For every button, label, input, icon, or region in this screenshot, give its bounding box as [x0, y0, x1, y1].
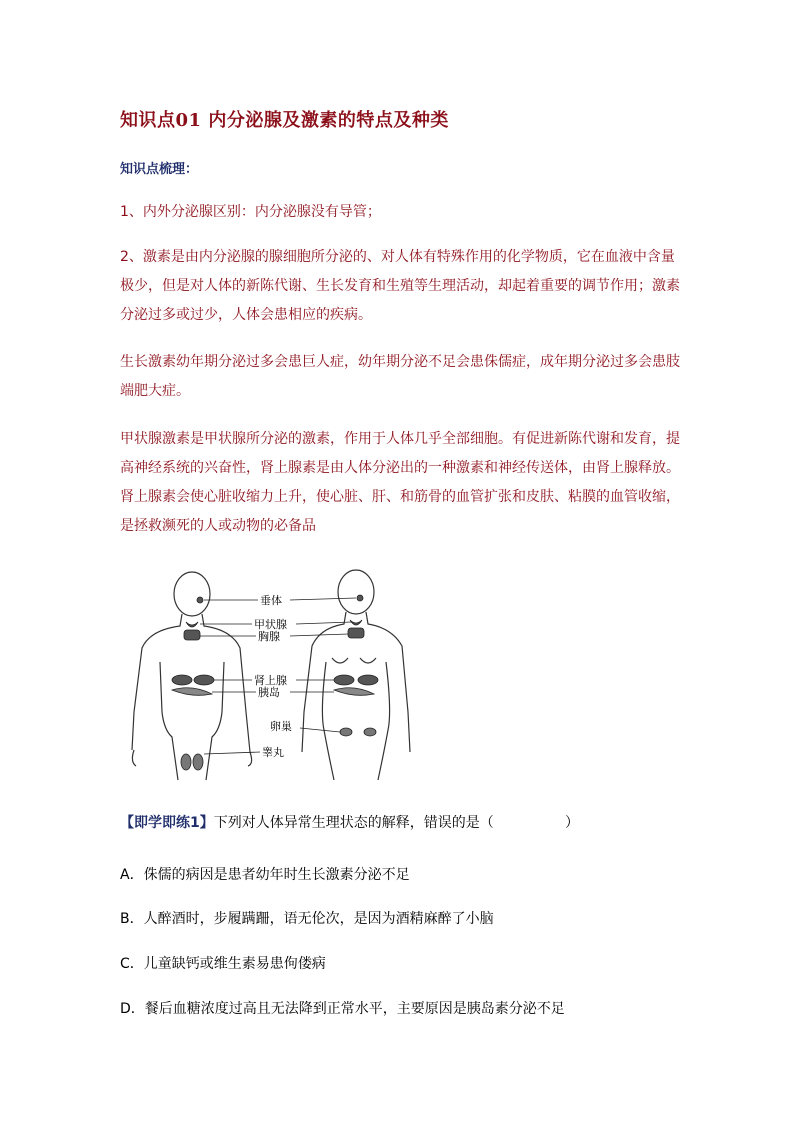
- label-pituitary: 垂体: [260, 594, 282, 607]
- label-pancreas: 胰岛: [258, 686, 280, 699]
- exercise-question-text: 下列对人体异常生理状态的解释，错误的是（ ）: [213, 815, 579, 831]
- label-adrenal: 肾上腺: [254, 674, 287, 687]
- section-title: 知识点01 内分泌腺及激素的特点及种类: [120, 110, 449, 131]
- option-d: D．餐后血糖浓度过高且无法降到正常水平，主要原因是胰岛素分泌不足: [120, 1001, 565, 1017]
- label-testis: 睾丸: [262, 746, 284, 759]
- female-body-outline: [302, 570, 410, 780]
- paragraph-gland-difference: 1、内外分泌腺区别：内分泌腺没有导管；: [120, 204, 381, 220]
- endocrine-glands-figure: [120, 562, 420, 782]
- exercise-tag: 【即学即练1】: [120, 815, 214, 831]
- label-thyroid: 甲状腺: [254, 618, 287, 631]
- paragraph-growth-hormone: 生长激素幼年期分泌过多会患巨人症，幼年期分泌不足会患侏儒症，成年期分泌过多会患肢端肥大症。: [120, 354, 680, 399]
- male-body-outline: [132, 572, 252, 780]
- paragraph-thyroid-adrenaline: 甲状腺激素是甲状腺所分泌的激素，作用于人体几乎全部细胞。有促进新陈代谢和发育，提高神经系统的兴奋性，肾上腺素是由人体分泌出的一种激素和神经传送体，由肾上腺释放。肾上腺素会使心脏收缩力上升，使心脏、肝、和筋骨的血管扩张和皮肤、粘膜的血管收缩，是拯救濒死的人或动物的必备品: [120, 431, 680, 534]
- male-glands: [172, 597, 214, 770]
- option-a: A．侏儒的病因是患者幼年时生长激素分泌不足: [120, 867, 410, 883]
- option-c: C．儿童缺钙或维生素易患佝偻病: [120, 956, 326, 972]
- option-b: B．人醉酒时，步履蹒跚，语无伦次，是因为酒精麻醉了小脑: [120, 911, 494, 927]
- label-ovary: 卵巢: [270, 720, 292, 733]
- female-glands: [334, 595, 378, 736]
- label-thymus: 胸腺: [258, 630, 280, 643]
- knowledge-summary-heading: 知识点梳理：: [120, 162, 199, 177]
- paragraph-hormone-definition: 2、激素是由内分泌腺的腺细胞所分泌的、对人体有特殊作用的化学物质，它在血液中含量极少，但是对人体的新陈代谢、生长发育和生殖等生理活动，却起着重要的调节作用；激素分泌过多或过少，人体会患相应的疾病。: [120, 249, 680, 323]
- exercise-question: [120, 812, 579, 832]
